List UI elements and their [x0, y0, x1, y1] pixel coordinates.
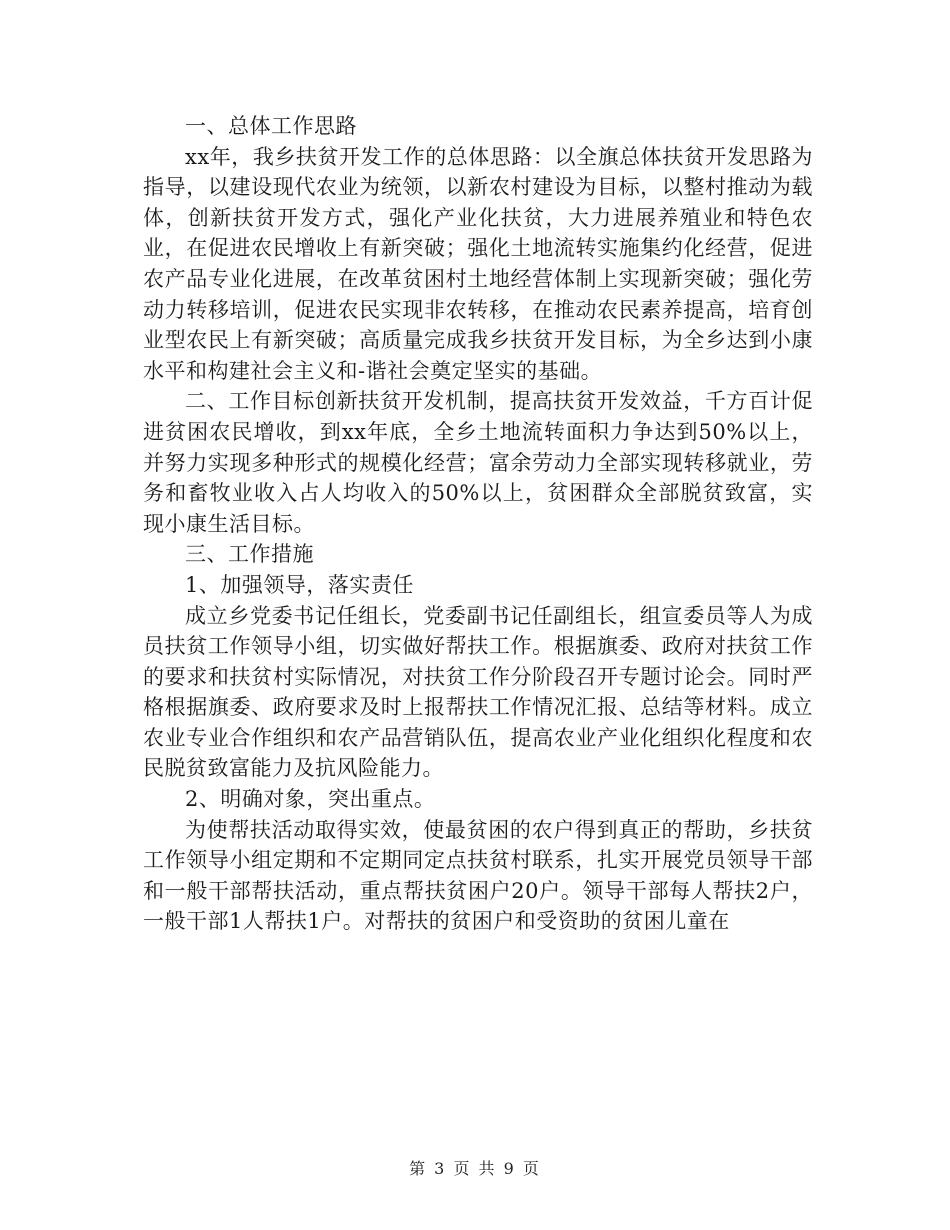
paragraph-work-goals: 二、工作目标创新扶贫开发机制，提高扶贫开发效益，千方百计促进贫困农民增收，到xx年底，全乡土地流转面积力争达到50%以上，并努力实现多种形式的规模化经营；富余劳动力全部实现转移就业，劳务和畜牧业收入占人均收入的50%以上，贫困群众全部脱贫致富，实现小康生活目标。 [143, 389, 813, 536]
page-number-footer: 第 3 页 共 9 页 [409, 1159, 541, 1178]
subheading-targets: 2、明确对象，突出重点。 [185, 787, 436, 812]
document-body [143, 111, 813, 937]
subheading-leadership: 1、加强领导，落实责任 [185, 572, 414, 597]
section-heading-work-measures: 三、工作措施 [185, 542, 314, 567]
paragraph-overall-approach: xx年，我乡扶贫开发工作的总体思路：以全旗总体扶贫开发思路为指导，以建设现代农业为统领，以新农村建设为目标，以整村推动为载体，创新扶贫开发方式，强化产业化扶贫，大力进展养殖业和特色农业，在促进农民增收上有新突破；强化土地流转实施集约化经营，促进农产品专业化进展，在改革贫困村土地经营体制上实现新突破；强化劳动力转移培训，促进农民实现非农转移，在推动农民素养提高，培育创业型农民上有新突破；高质量完成我乡扶贫开发目标，为全乡达到小康水平和构建社会主义和-谐社会奠定坚实的基础。 [143, 144, 813, 383]
paragraph-targets: 为使帮扶活动取得实效，使最贫困的农户得到真正的帮助，乡扶贫工作领导小组定期和不定期同定点扶贫村联系，扎实开展党员领导干部和一般干部帮扶活动，重点帮扶贫困户20户。领导干部每人帮扶2户，一般干部1人帮扶1户。对帮扶的贫困户和受资助的贫困儿童在 [143, 817, 813, 934]
paragraph-leadership: 成立乡党委书记任组长，党委副书记任副组长，组宣委员等人为成员扶贫工作领导小组，切实做好帮扶工作。根据旗委、政府对扶贫工作的要求和扶贫村实际情况，对扶贫工作分阶段召开专题讨论会。同时严格根据旗委、政府要求及时上报帮扶工作情况汇报、总结等材料。成立农业专业合作组织和农产品营销队伍，提高农业产业化组织化程度和农民脱贫致富能力及抗风险能力。 [143, 603, 813, 781]
section-heading-overall-approach: 一、总体工作思路 [185, 114, 357, 138]
